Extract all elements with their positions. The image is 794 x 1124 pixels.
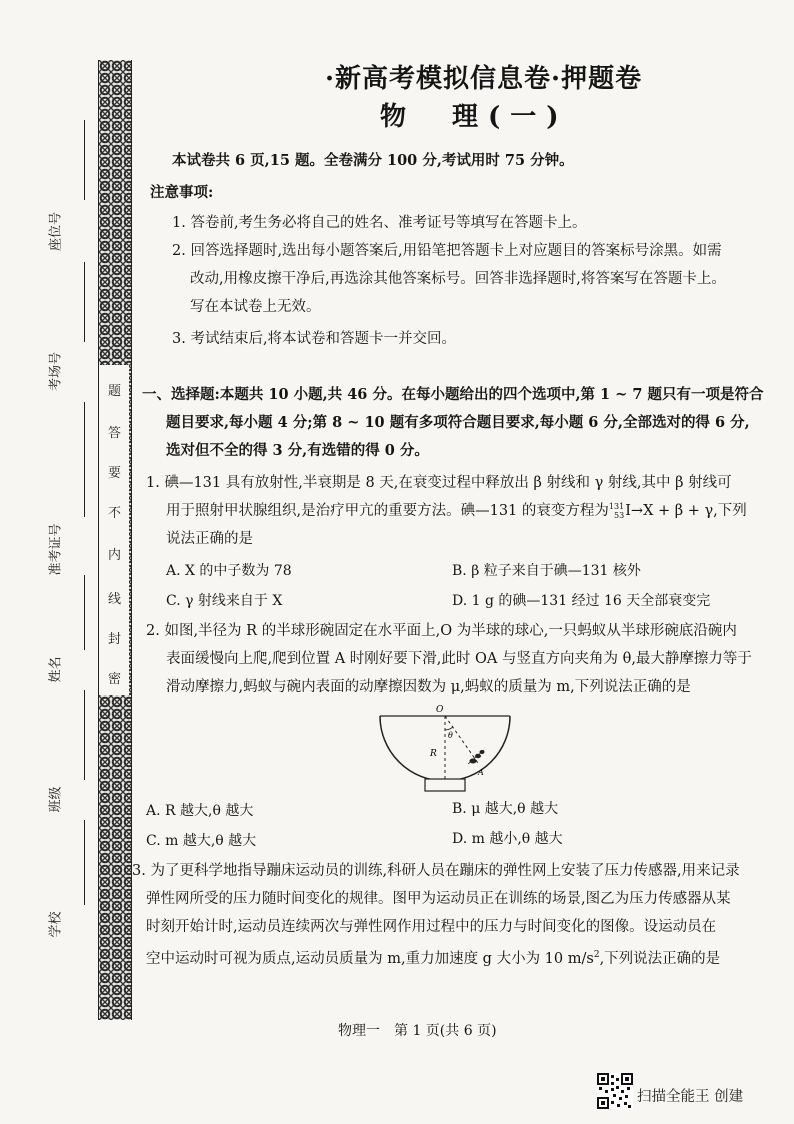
- question-2-text: 表面缓慢向上爬,爬到位置 A 时刚好要下滑,此时 OA 与竖直方向夹角为 θ,最大静摩擦力等于: [166, 651, 752, 667]
- seal-char: 题: [108, 384, 122, 399]
- question-3-text-part: 空中运动时可视为质点,运动员质量为 m,重力加速度 g 大小为 10 m/s: [146, 950, 594, 967]
- question-3-text: 弹性网所受的压力随时间变化的规律。图甲为运动员正在训练的场景,图乙为压力传感器从某: [146, 891, 731, 907]
- seal-char: 内: [108, 548, 122, 563]
- subject-title: 物 理(一): [380, 102, 569, 132]
- angle-arc: [445, 727, 453, 730]
- notice-item: 1. 答卷前,考生务必将自己的姓名、准考证号等填写在答题卡上。: [172, 215, 587, 231]
- question-3-text-part: ,下列说法正确的是: [599, 950, 721, 967]
- school-label: 学校: [48, 911, 64, 938]
- q2-option-a[interactable]: A. R 越大,θ 越大: [146, 803, 254, 819]
- section-heading-cont: 选对但不全的得 3 分,有选错的得 0 分。: [166, 442, 429, 459]
- admission-number-label: 准考证号: [48, 523, 64, 576]
- q1-option-c[interactable]: C. γ 射线来自于 X: [166, 593, 283, 609]
- notice-item: 2. 回答选择题时,选出每小题答案后,用铅笔把答题卡上对应题目的答案标号涂黑。如需: [172, 243, 722, 259]
- question-1-text: [166, 500, 747, 522]
- seal-char: 密: [108, 672, 122, 687]
- class-line[interactable]: [84, 690, 85, 780]
- name-line[interactable]: [84, 575, 85, 650]
- qr-code-icon: [597, 1073, 633, 1109]
- bowl-base: [425, 779, 465, 791]
- isotope-number: 53: [614, 511, 625, 520]
- q1-option-d[interactable]: D. 1 g 的碘—131 经过 16 天全部衰变完: [452, 593, 711, 609]
- school-line[interactable]: [84, 820, 85, 905]
- q2-option-d[interactable]: D. m 越小,θ 越大: [452, 831, 563, 847]
- bowl-figure: [370, 700, 520, 800]
- page-footer: 物理一 第 1 页(共 6 页): [338, 1023, 497, 1039]
- seal-char: 封: [108, 632, 122, 647]
- label-theta: θ: [448, 731, 453, 740]
- q1-option-b[interactable]: B. β 粒子来自于碘—131 核外: [452, 563, 641, 579]
- exam-intro: 本试卷共 6 页,15 题。全卷满分 100 分,考试用时 75 分钟。: [172, 152, 574, 169]
- isotope-notation: [609, 502, 624, 520]
- question-1-text: 1. 碘—131 具有放射性,半衰期是 8 天,在衰变过程中释放出 β 射线和 γ 射线,其中 β 射线可: [146, 475, 732, 491]
- section-heading-cont: 题目要求,每小题 4 分;第 8 ~ 10 题有多项符合题目要求,每小题 6 分,全部选对的得 6 分,: [166, 414, 750, 431]
- exam-title: ·新高考模拟信息卷·押题卷: [325, 64, 643, 94]
- name-label: 姓名: [48, 656, 64, 683]
- q1-option-a[interactable]: A. X 的中子数为 78: [166, 563, 292, 579]
- admission-number-line[interactable]: [84, 402, 85, 517]
- question-3-text: 时刻开始计时,运动员连续两次与弹性网作用过程中的压力与时间变化的图像。设运动员在: [146, 919, 717, 935]
- q2-option-b[interactable]: B. μ 越大,θ 越大: [452, 801, 559, 817]
- notice-item: 3. 考试结束后,将本试卷和答题卡一并交回。: [172, 331, 457, 347]
- label-a: A: [478, 768, 484, 777]
- superscript: 2: [593, 950, 600, 960]
- scanner-watermark: 扫描全能王 创建: [637, 1089, 744, 1105]
- seal-char: 线: [108, 592, 122, 607]
- notice-item: 写在本试卷上无效。: [190, 299, 321, 315]
- isotope-mass: 131: [608, 502, 625, 511]
- question-3-text: [146, 944, 720, 970]
- section-heading: 一、选择题:本题共 10 小题,共 46 分。在每小题给出的四个选项中,第 1 ~ 7 题只有一项是符合: [142, 386, 764, 403]
- q2-option-c[interactable]: C. m 越大,θ 越大: [146, 833, 257, 849]
- question-2-text: 滑动摩擦力,蚂蚁与碗内表面的动摩擦因数为 μ,蚂蚁的质量为 m,下列说法正确的是: [166, 679, 691, 695]
- label-r: R: [430, 749, 437, 759]
- exam-room-line[interactable]: [84, 262, 85, 342]
- class-label: 班级: [48, 786, 64, 813]
- question-1-text: 说法正确的是: [166, 531, 253, 547]
- label-o: O: [436, 705, 444, 715]
- question-1-text-part: I→X + β + γ,下列: [625, 503, 747, 519]
- notice-heading: 注意事项:: [150, 184, 214, 201]
- seat-number-label: 座位号: [48, 212, 64, 252]
- seal-char: 要: [108, 466, 122, 481]
- seal-char: 不: [108, 506, 122, 521]
- seal-char: 答: [108, 426, 122, 441]
- question-1-text-part: 用于照射甲状腺组织,是治疗甲亢的重要方法。碘—131 的衰变方程为: [166, 503, 609, 519]
- question-2-text: 2. 如图,半径为 R 的半球形碗固定在水平面上,O 为半球的球心,一只蚂蚁从半球形碗底沿碗内: [146, 623, 737, 639]
- exam-room-label: 考场号: [48, 352, 64, 392]
- question-3-text: 3. 为了更科学地指导蹦床运动员的训练,科研人员在蹦床的弹性网上安装了压力传感器,用来记录: [132, 863, 740, 879]
- notice-item: 改动,用橡皮擦干净后,再选涂其他答案标号。回答非选择题时,将答案写在答题卡上。: [190, 271, 726, 287]
- seat-number-line[interactable]: [84, 120, 85, 200]
